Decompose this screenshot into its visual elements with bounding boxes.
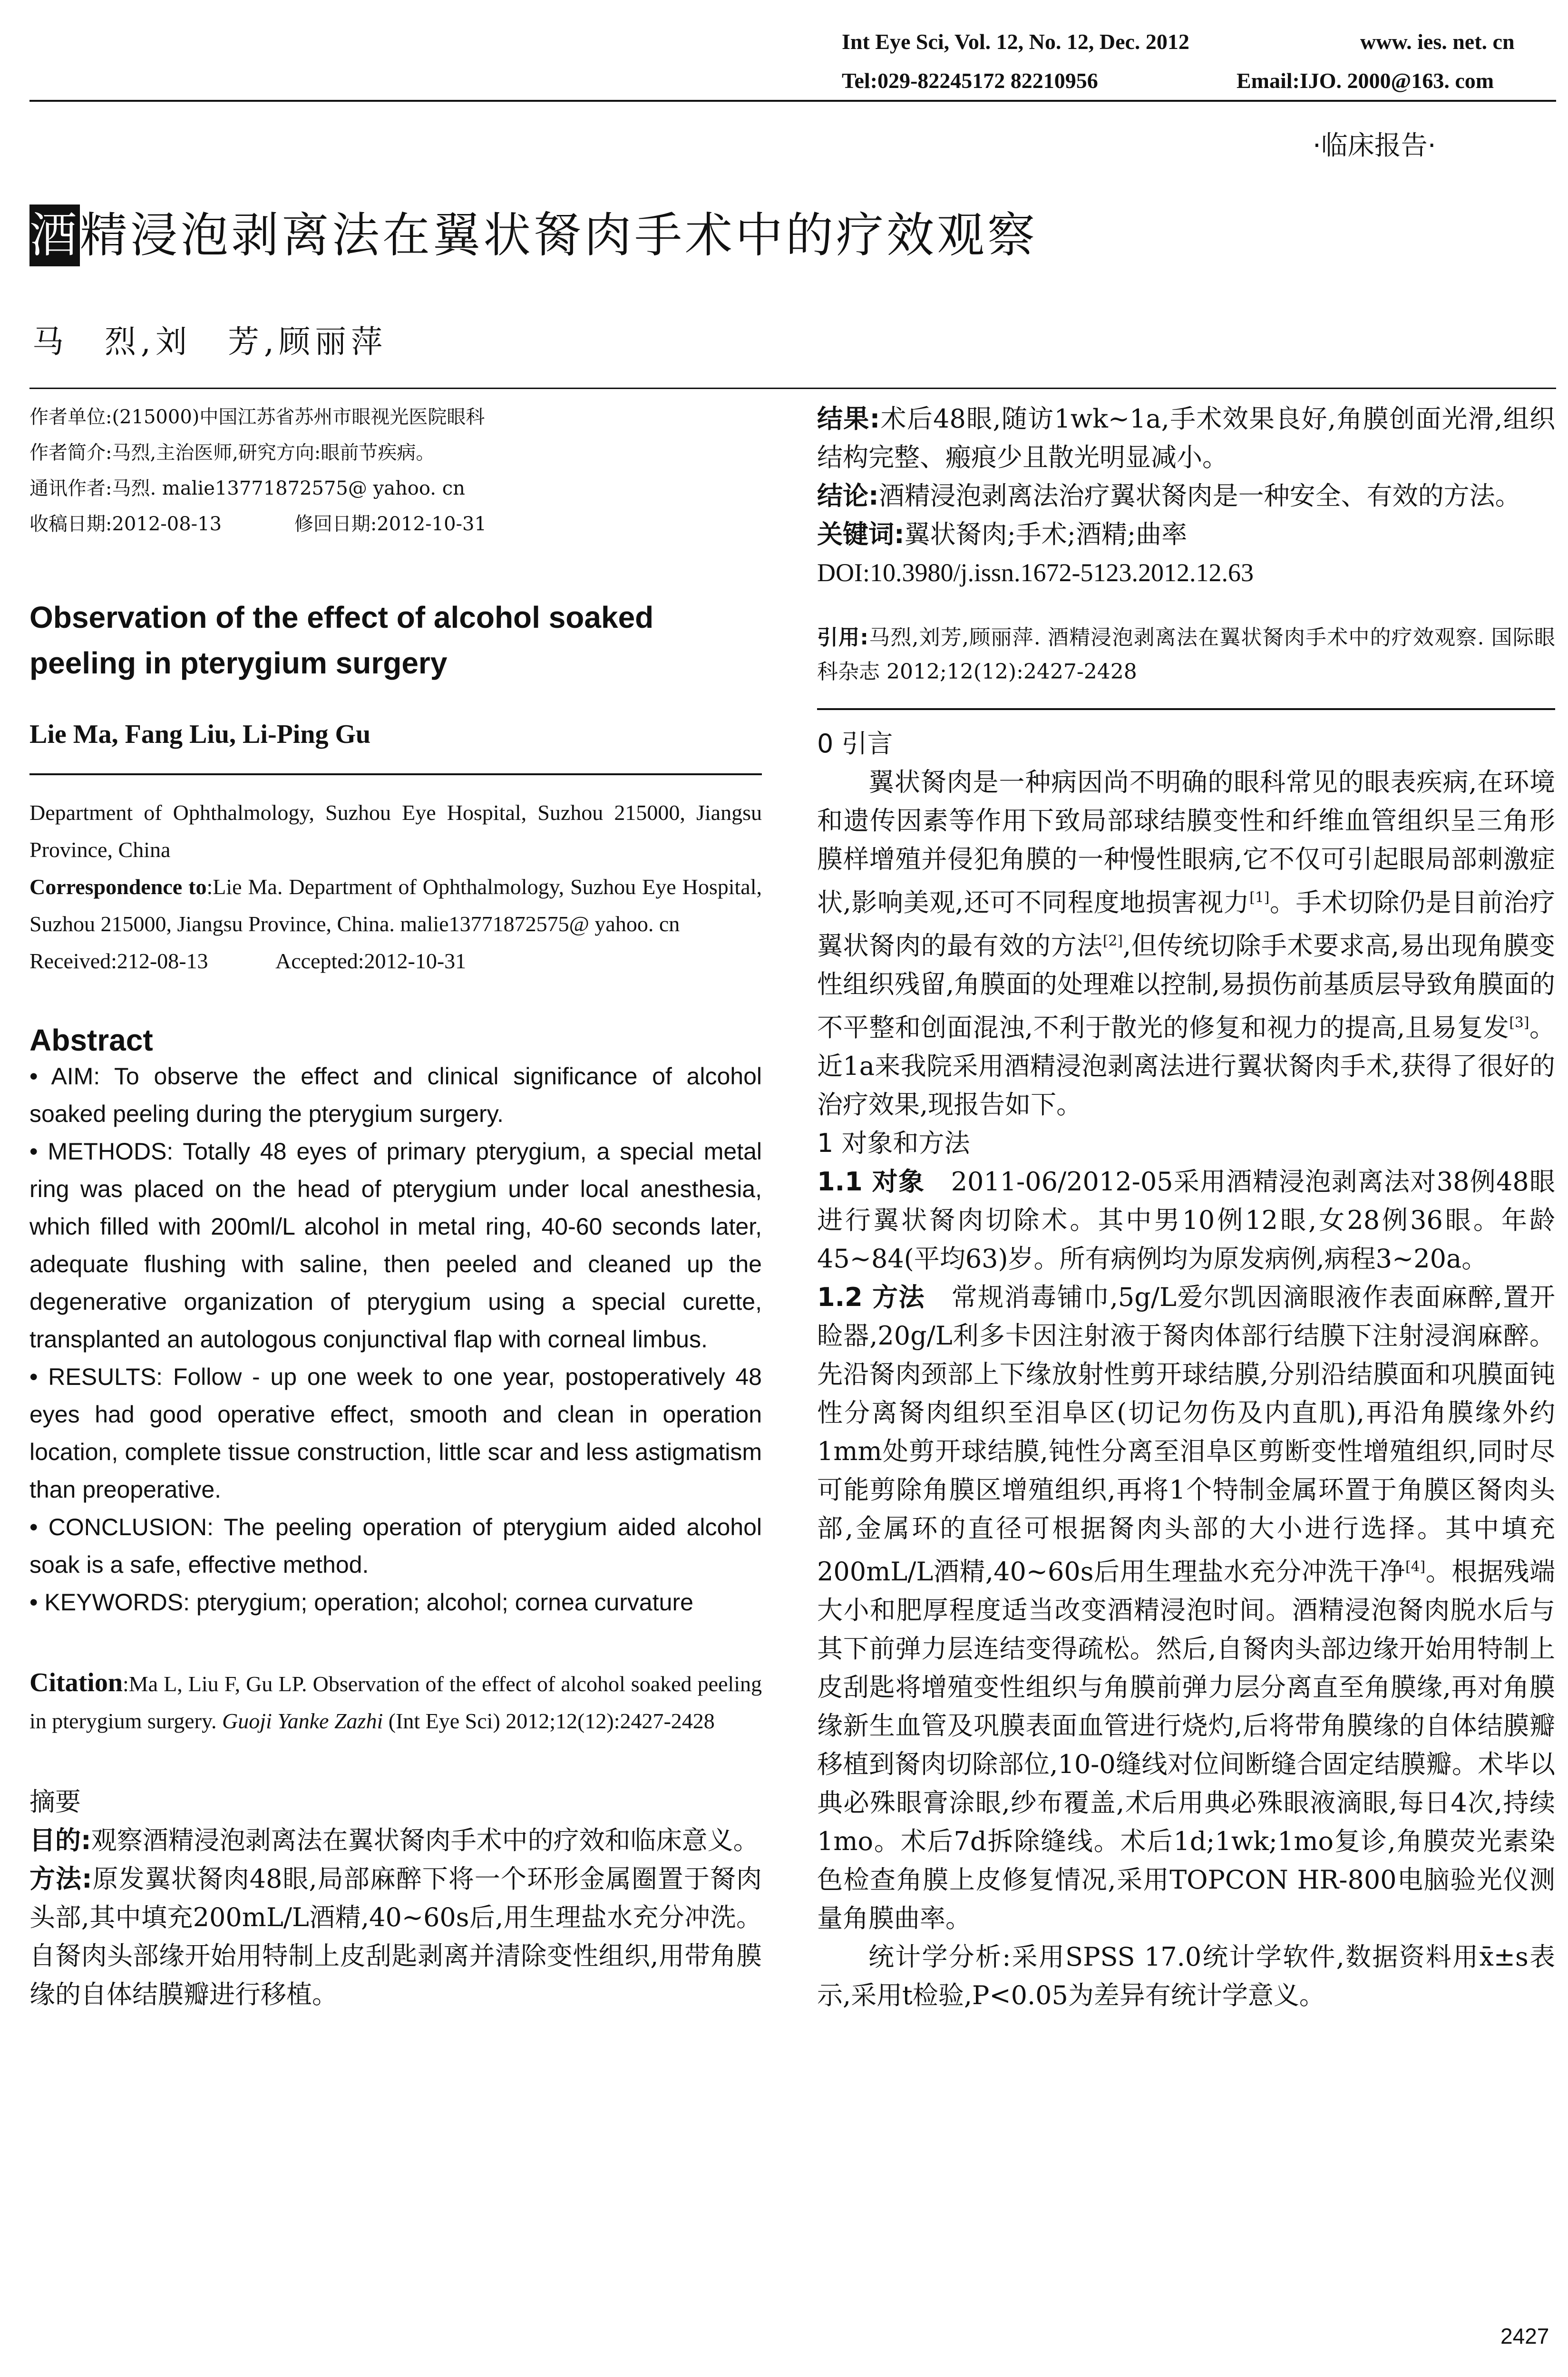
intro-text-4: 。近1a来我院采用酒精浸泡剥离法进行翼状胬肉手术,获得了很好的治疗效果,现报告如下。 <box>817 1013 1556 1120</box>
cn-methods-text: 原发翼状胬肉48眼,局部麻醉下将一个环形金属圈置于胬肉头部,其中填充200mL/L酒精,40~60s后,用生理盐水充分冲洗。自胬肉头部缘开始用特制上皮刮匙剥离并清除变性组织,用带角膜缘的自体结膜瓣进行移植。 <box>29 1864 762 2009</box>
cn-results-label: 结果: <box>817 404 880 434</box>
methods-text-1: 常规消毒铺巾,5g/L爱尔凯因滴眼液作表面麻醉,置开睑器,20g/L利多卡因注射液于胬肉体部行结膜下注射浸润麻醉。先沿胬肉颈部上下缘放射性剪开球结膜,分别沿结膜面和巩膜面钝性分离胬肉组织至泪阜区(切记勿伤及内直肌),再沿角膜缘外约1mm处剪开球结膜,钝性分离至泪阜区剪断变性增殖组织,同时尽可能剪除角膜区增殖组织,再将1个特制金属环置于角膜区胬肉头部,金属环的直径可根据胬肉头部的大小进行选择。其中填充200mL/L酒精,40~60s后用生理盐水充分冲洗干净 <box>817 1282 1555 1587</box>
cn-citation-text: 马烈,刘芳,顾丽萍. 酒精浸泡剥离法在翼状胬肉手术中的疗效观察. 国际眼科杂志 2012;12(12):2427-2428 <box>817 625 1555 684</box>
journal-email: Email:IJO. 2000@163. com <box>1237 68 1494 93</box>
abstract-heading: Abstract <box>29 1023 153 1057</box>
page-title <box>29 205 1038 266</box>
english-department: Department of Ophthalmology, Suzhou Eye Hospital, Suzhou 215000, Jiangsu Province, China <box>29 800 762 862</box>
affiliation-cn: 作者单位:(215000)中国江苏省苏州市眼视光医院眼科 <box>29 406 485 428</box>
subjects-label: 1.1 对象 <box>817 1167 925 1197</box>
title-rule <box>29 388 1556 389</box>
citation-journal: Guoji Yanke Zazhi <box>222 1709 383 1733</box>
cn-aim-text: 观察酒精浸泡剥离法在翼状胬肉手术中的疗效和临床意义。 <box>91 1825 759 1855</box>
cn-methods-label: 方法: <box>29 1864 92 1894</box>
cn-aim-label: 目的: <box>29 1825 91 1855</box>
abstract-conclusion: • CONCLUSION: The peeling operation of pterygium aided alcohol soak is a safe, effective method. <box>29 1514 762 1578</box>
english-rule <box>29 773 762 775</box>
journal-url: www. ies. net. cn <box>1360 29 1515 54</box>
subjects-paragraph <box>817 1162 1555 1278</box>
abstract-results: • RESULTS: Follow - up one week to one year, postoperatively 48 eyes had good operative effect, smooth and clean in operation location, complete tissue construction, little scar and less astigmatism than preoperative. <box>29 1364 762 1503</box>
correspondence-label: Correspondence to <box>29 875 207 899</box>
accepted-date: Accepted:2012-10-31 <box>275 949 467 973</box>
cn-abstract-methods <box>29 1860 762 2014</box>
revised-date-cn: 修回日期:2012-10-31 <box>294 513 487 535</box>
cn-abstract-results <box>817 399 1555 477</box>
citation-label: Citation <box>29 1668 123 1697</box>
right-column <box>817 399 1555 2015</box>
abstract-aim: • AIM: To observe the effect and clinical significance of alcohol soaked peeling during the pterygium surgery. <box>29 1063 762 1127</box>
english-authors: Lie Ma, Fang Liu, Li-Ping Gu <box>29 720 371 749</box>
cn-results-text: 术后48眼,随访1wk~1a,手术效果良好,角膜创面光滑,组织结构完整、瘢痕少且散光明显减小。 <box>817 404 1555 472</box>
intro-heading: 0 引言 <box>817 729 893 759</box>
correspondence-cn: 通讯作者:马烈. malie13771872575@ yahoo. cn <box>29 477 465 499</box>
cn-conclusion-label: 结论: <box>817 481 879 511</box>
ref-4: [4] <box>1405 1559 1426 1575</box>
correspondence-text: :Lie Ma. Department of Ophthalmology, Suzhou Eye Hospital, Suzhou 215000, Jiangsu Province, China. malie13771872575@ yahoo. cn <box>29 875 762 936</box>
journal-volume: Int Eye Sci, Vol. 12, No. 12, Dec. 2012 <box>842 29 1189 54</box>
cn-abstract-heading: 摘要 <box>29 1787 81 1817</box>
journal-header-line1 <box>842 28 1189 56</box>
page-number: 2427 <box>1500 2324 1549 2348</box>
intro-text-1: 翼状胬肉是一种病因尚不明确的眼科常见的眼表疾病,在环境和遗传因素等作用下致局部球结膜变性和纤维血管组织呈三角形膜样增殖并侵犯角膜的一种慢性眼病,它不仅可引起眼局部刺激症状,影响美观,还可不同程度地损害视力 <box>817 767 1555 917</box>
journal-tel: Tel:029-82245172 82210956 <box>842 68 1098 93</box>
ref-3: [3] <box>1509 1014 1529 1031</box>
intro-text-3: ,但传统切除手术要求高,易出现角膜变性组织残留,角膜面的处理难以控制,易损伤前基质层导致角膜面的不平整和创面混浊,不利于散光的修复和视力的提高,且易复发 <box>817 931 1555 1042</box>
english-correspondence <box>29 868 762 943</box>
statistics-paragraph: 统计学分析:采用SPSS 17.0统计学软件,数据资料用x̄±s表示,采用t检验,P<0.05为差异有统计学意义。 <box>817 1942 1555 2010</box>
section1-heading: 1 对象和方法 <box>817 1128 970 1158</box>
dates-cn <box>29 507 762 542</box>
received-date-cn: 收稿日期:2012-08-13 <box>29 513 222 535</box>
cn-conclusion-text: 酒精浸泡剥离法治疗翼状胬肉是一种安全、有效的方法。 <box>878 481 1521 511</box>
intro-paragraph <box>817 763 1555 1124</box>
cn-keywords-label: 关键词: <box>817 519 905 549</box>
authors-cn: 马 烈,刘 芳,顾丽萍 <box>32 323 387 360</box>
ref-2: [2] <box>1102 933 1123 949</box>
cn-abstract-conclusion <box>817 477 1555 515</box>
methods-label: 1.2 方法 <box>817 1282 925 1312</box>
abstract-keywords: • KEYWORDS: pterygium; operation; alcohol; cornea curvature <box>29 1589 693 1616</box>
cn-doi: DOI:10.3980/j.issn.1672-5123.2012.12.63 <box>817 558 1254 587</box>
cn-keywords-text: 翼状胬肉;手术;酒精;曲率 <box>904 519 1188 549</box>
title-rest: 精浸泡剥离法在翼状胬肉手术中的疗效观察 <box>80 207 1038 263</box>
title-first-char: 酒 <box>29 205 80 266</box>
author-profile-cn: 作者简介:马烈,主治医师,研究方向:眼前节疾病。 <box>29 442 435 464</box>
right-rule <box>817 708 1555 710</box>
cn-abstract-aim <box>29 1821 762 1860</box>
header-rule <box>29 100 1556 102</box>
left-column <box>29 399 762 2014</box>
abstract-methods: • METHODS: Totally 48 eyes of primary pterygium, a special metal ring was placed on the head of pterygium under local anesthesia, which filled with 200ml/L alcohol in metal ring, 40-60 seconds later, adequate flushing with saline, then peeled and cleaned up the degenerative organization of pterygium using a special curette, transplanted an autologous conjunctival flap with corneal limbus. <box>29 1138 762 1353</box>
english-title: Observation of the effect of alcohol soaked peeling in pterygium surgery <box>29 600 654 680</box>
cn-abstract-keywords <box>817 515 1555 554</box>
cn-citation <box>817 621 1555 689</box>
citation-tail: (Int Eye Sci) 2012;12(12):2427-2428 <box>388 1709 715 1733</box>
citation-text: :Ma L, Liu F, Gu LP. Observation of the effect of alcohol soaked peeling in pterygium surgery. <box>29 1672 762 1733</box>
section-tag: ·临床报告· <box>1313 130 1436 161</box>
citation <box>29 1664 762 1740</box>
subjects-text: 2011-06/2012-05采用酒精浸泡剥离法对38例48眼进行翼状胬肉切除术。其中男10例12眼,女28例36眼。年龄45~84(平均63)岁。所有病例均为原发病例,病程3~20a。 <box>817 1167 1555 1274</box>
received-date: Received:212-08-13 <box>29 949 208 973</box>
cn-citation-label: 引用: <box>817 625 868 650</box>
methods-paragraph <box>817 1278 1555 1938</box>
english-dates <box>29 943 762 980</box>
intro-text-2: 。手术切除仍是目前治疗翼状胬肉的最有效的方法 <box>817 887 1555 961</box>
methods-text-2: 。根据残端大小和肥厚程度适当改变酒精浸泡时间。酒精浸泡胬肉脱水后与其下前弹力层连结变得疏松。然后,自胬肉头部边缘开始用特制上皮刮匙将增殖变性组织与角膜前弹力层分离直至角膜缘,再对角膜缘新生血管及巩膜表面血管进行烧灼,后将带角膜缘的自体结膜瓣移植到胬肉切除部位,10-0缝线对位间断缝合固定结膜瓣。术毕以典必殊眼膏涂眼,纱布覆盖,术后用典必殊眼液滴眼,每日4次,持续1mo。术后7d拆除缝线。术后1d;1wk;1mo复诊,角膜荧光素染色检查角膜上皮修复情况,采用TOPCON HR-800电脑验光仪测量角膜曲率。 <box>817 1557 1556 1933</box>
ref-1: [1] <box>1249 889 1270 906</box>
